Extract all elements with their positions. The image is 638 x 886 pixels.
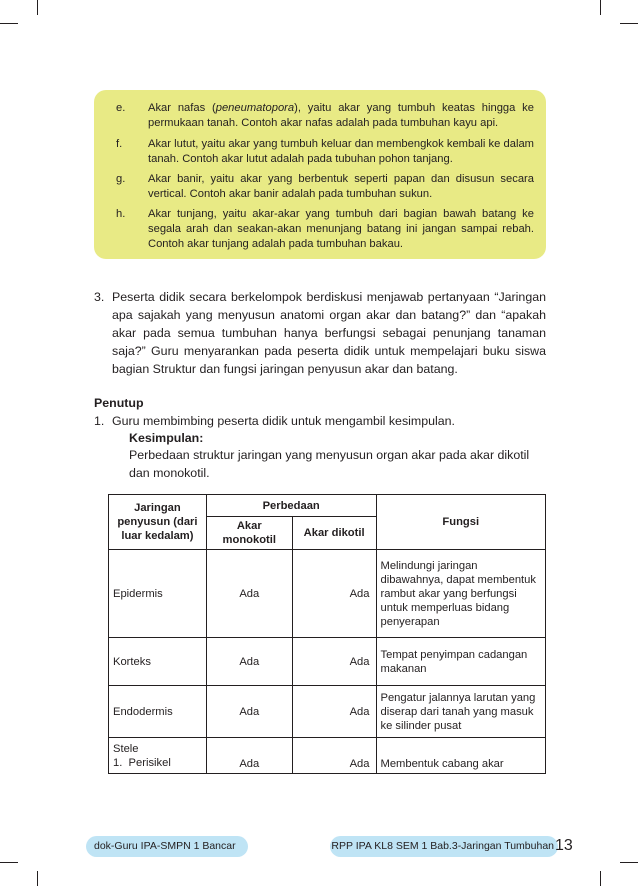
cell-monokotil: Ada: [206, 550, 292, 638]
crop-mark: [0, 862, 18, 863]
crop-mark: [37, 871, 38, 886]
cell-jaringan: Korteks: [109, 638, 207, 686]
box-item-label: e.: [116, 102, 126, 114]
box-item-h: [116, 207, 534, 253]
cell-dikotil: Ada: [292, 638, 376, 686]
cell-dikotil: Ada: [292, 550, 376, 638]
cell-jaringan-line: Stele: [113, 742, 139, 755]
table-row: [109, 738, 546, 774]
table-row: [109, 638, 546, 686]
header-fungsi: Fungsi: [376, 495, 546, 550]
footer-left: [86, 836, 248, 857]
root-types-box: [94, 90, 546, 259]
box-item-text: [148, 101, 534, 131]
cell-jaringan-line: 1. Perisikel: [113, 756, 171, 769]
kesimpulan-text: Perbedaan struktur jaringan yang menyusun organ akar pada akar dikotil dan monokotil.: [129, 448, 530, 480]
box-item-g: [116, 172, 534, 202]
crop-mark: [37, 0, 38, 15]
header-monokotil: Akar monokotil: [206, 517, 292, 550]
footer-right-text: RPP IPA KL8 SEM 1 Bab.3-Jaringan Tumbuhan: [331, 840, 554, 852]
box-item-text: Akar tunjang, yaitu akar-akar yang tumbuh dari bagian bawah batang ke segala arah dan seakan-akan menunjang batang ini jangan sampai rebah. Contoh akar tunjang adalah pada tumbuhan bakau.: [148, 208, 534, 250]
box-item-text-part: ), yaitu akar yang tumbuh keatas hingga ke permukaan tanah. Contoh akar nafas adalah pada tumbuhan kayu api.: [148, 102, 534, 129]
crop-mark: [600, 871, 601, 886]
cell-dikotil: Ada: [292, 738, 376, 774]
box-item-f: [116, 137, 534, 167]
cell-monokotil: Ada: [206, 638, 292, 686]
crop-mark: [620, 23, 638, 24]
footer-left-text: dok-Guru IPA-SMPN 1 Bancar: [94, 840, 236, 852]
cell-fungsi: Melindungi jaringan dibawahnya, dapat membentuk rambut akar yang berfungsi untuk memperluas bidang penyerapan: [376, 550, 546, 638]
cell-monokotil: Ada: [206, 738, 292, 774]
box-item-text-part: Akar nafas (: [148, 102, 216, 114]
crop-mark: [600, 0, 601, 15]
cell-fungsi: Pengatur jalannya larutan yang diserap dari tanah yang masuk ke silinder pusat: [376, 686, 546, 738]
crop-mark: [0, 23, 18, 24]
penutup-item-number: 1.: [94, 414, 105, 428]
kesimpulan-label: Kesimpulan:: [129, 431, 204, 445]
penutup-heading: Penutup: [94, 396, 144, 410]
header-perbedaan: Perbedaan: [206, 495, 376, 517]
step-3-text: Peserta didik secara berkelompok berdiskusi menjawab pertanyaan “Jaringan apa sajakah yang menyusun anatomi organ akar dan batang?” dan “apakah akar pada semua tumbuhan hanya berfungsi sebagai penunjang tanaman saja?” Guru menyarankan pada peserta didik untuk mempelajari buku siswa bagian Struktur dan fungsi jaringan penyusun akar dan batang.: [112, 290, 546, 376]
tissue-comparison-table: [108, 494, 546, 774]
footer-right: [330, 836, 558, 857]
page-number: 13: [555, 837, 573, 854]
cell-fungsi: Membentuk cabang akar: [376, 738, 546, 774]
box-item-label: g.: [116, 173, 126, 185]
box-item-text: Akar lutut, yaitu akar yang tumbuh keluar dan membengkok kembali ke dalam tanah. Contoh akar lutut adalah pada tubuhan pohon tanjang.: [148, 138, 534, 165]
penutup-item-text: Guru membimbing peserta didik untuk mengambil kesimpulan.: [112, 414, 455, 428]
step-3-number: 3.: [94, 290, 105, 304]
crop-mark: [620, 862, 638, 863]
box-item-label: h.: [116, 208, 126, 220]
cell-fungsi: Tempat penyimpan cadangan makanan: [376, 638, 546, 686]
box-item-text: Akar banir, yaitu akar yang berbentuk seperti papan dan disusun secara vertical. Contoh akar banir adalah pada tumbuhan sukun.: [148, 173, 534, 200]
cell-dikotil: Ada: [292, 686, 376, 738]
cell-monokotil: Ada: [206, 686, 292, 738]
cell-jaringan: Epidermis: [109, 550, 207, 638]
header-dikotil: Akar dikotil: [292, 517, 376, 550]
cell-jaringan: [109, 738, 207, 774]
table-row: [109, 550, 546, 638]
box-item-e: [116, 101, 534, 131]
box-item-label: f.: [116, 138, 123, 150]
cell-jaringan: Endodermis: [109, 686, 207, 738]
table-row: [109, 686, 546, 738]
header-jaringan: Jaringan penyusun (dari luar kedalam): [109, 495, 207, 550]
box-item-text-italic: peneumatopora: [215, 102, 295, 114]
